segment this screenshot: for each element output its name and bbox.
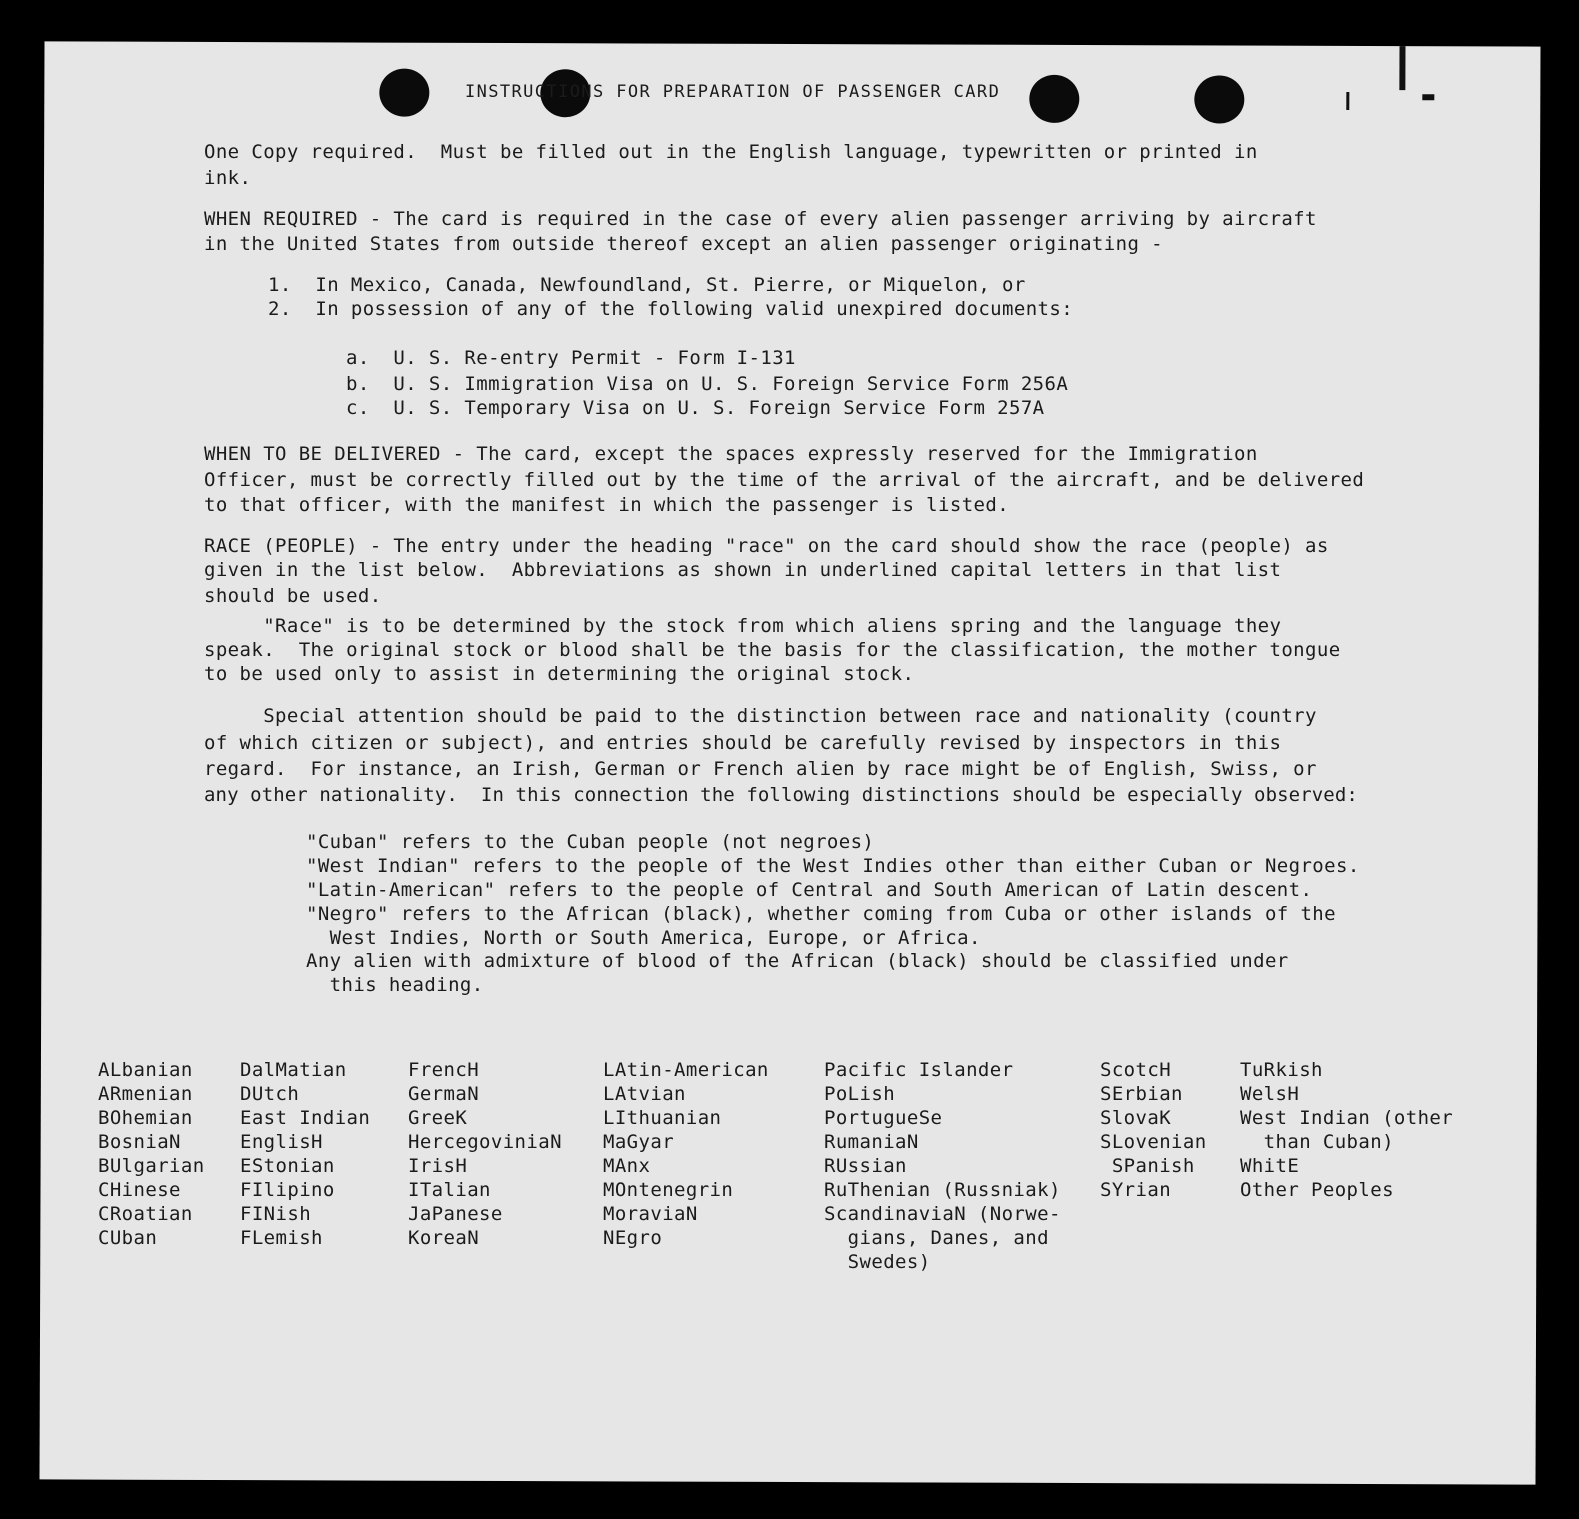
race-entry: DUtch [240, 1083, 300, 1105]
race-entry: BOhemian [98, 1107, 193, 1129]
race-entry: LAtin-American [603, 1059, 769, 1081]
race-entry: GermaN [408, 1083, 480, 1105]
race-entry: MOntenegrin [603, 1179, 734, 1201]
race-entry: FIlipino [240, 1179, 335, 1201]
ink-mark [1422, 94, 1434, 100]
distinction-west-indian: "West Indian" refers to the people of the West Indies other than either Cuban or Negroes. [306, 855, 1360, 877]
race-entry: KoreaN [408, 1227, 480, 1249]
race-entry: EStonian [240, 1155, 335, 1177]
ink-mark [1399, 46, 1405, 90]
intro-line-1: One Copy required. Must be filled out in the English language, typewritten or printed in [204, 141, 1258, 163]
race-entry: ARmenian [98, 1083, 193, 1105]
lettered-item-a: a. U. S. Re-entry Permit - Form I-131 [346, 347, 796, 369]
special-line-3: regard. For instance, an Irish, German or French alien by race might be of English, Swiss, or [204, 758, 1317, 780]
race-list-column-2 [240, 1058, 370, 1250]
when-delivered-line-3: to that officer, with the manifest in which the passenger is listed. [204, 494, 1010, 516]
lettered-item-c: c. U. S. Temporary Visa on U. S. Foreign Service Form 257A [346, 397, 1045, 419]
race-entry: Pacific Islander [824, 1059, 1014, 1081]
ink-mark [1346, 92, 1349, 110]
punch-hole [379, 69, 429, 117]
race-line-2: given in the list below. Abbreviations as shown in underlined capital letters in that list [204, 559, 1282, 581]
race-line-1: RACE (PEOPLE) - The entry under the heading "race" on the card should show the race (people) as [204, 535, 1329, 557]
when-required-line-2: in the United States from outside thereof except an alien passenger originating - [204, 233, 1163, 255]
race-entry: ScotcH [1100, 1059, 1172, 1081]
punch-hole [1194, 75, 1244, 123]
special-line-2: of which citizen or subject), and entries should be carefully revised by inspectors in this [204, 732, 1282, 754]
race-list-column-7 [1240, 1058, 1453, 1202]
race-entry: BosniaN [98, 1131, 181, 1153]
race-entry: JaPanese [408, 1203, 503, 1225]
race-entry: SPanish [1100, 1155, 1195, 1177]
race-list-column-4 [603, 1058, 769, 1250]
special-line-1: Special attention should be paid to the distinction between race and nationality (country [204, 705, 1317, 727]
race-entry: IrisH [408, 1155, 468, 1177]
numbered-item-1: 1. In Mexico, Canada, Newfoundland, St. Pierre, or Miquelon, or [268, 274, 1026, 296]
race-entry: ALbanian [98, 1059, 193, 1081]
race-entry: than Cuban) [1240, 1131, 1394, 1153]
race-entry: MaGyar [603, 1131, 675, 1153]
intro-line-2: ink. [204, 167, 252, 189]
race-entry: ITalian [408, 1179, 491, 1201]
race-entry: SYrian [1100, 1179, 1172, 1201]
special-line-4: any other nationality. In this connection the following distinctions should be especially observed: [204, 784, 1358, 806]
race-def-line-2: speak. The original stock or blood shall be the basis for the classification, the mother tongue [204, 639, 1341, 661]
distinction-negro-1: "Negro" refers to the African (black), whether coming from Cuba or other islands of the [306, 903, 1336, 925]
race-entry: LIthuanian [603, 1107, 722, 1129]
race-entry: gians, Danes, and [824, 1227, 1049, 1249]
race-entry: FLemish [240, 1227, 323, 1249]
race-entry: East Indian [240, 1107, 371, 1129]
race-def-line-1: "Race" is to be determined by the stock from which aliens spring and the language they [204, 615, 1282, 637]
distinction-admixture-2: this heading. [306, 974, 484, 996]
when-delivered-line-1: WHEN TO BE DELIVERED - The card, except the spaces expressly reserved for the Immigration [204, 443, 1258, 465]
race-list-column-1 [98, 1058, 205, 1250]
distinction-admixture-1: Any alien with admixture of blood of the African (black) should be classified under [306, 950, 1289, 972]
distinction-negro-2: West Indies, North or South America, Europe, or Africa. [306, 927, 981, 949]
race-entry: SlovaK [1100, 1107, 1172, 1129]
race-entry: TuRkish [1240, 1059, 1323, 1081]
race-entry: SLovenian [1100, 1131, 1207, 1153]
race-entry: WhitE [1240, 1155, 1300, 1177]
race-entry: BUlgarian [98, 1155, 205, 1177]
page-title: INSTRUCTIONS FOR PREPARATION OF PASSENGER CARD [465, 82, 1001, 102]
race-entry: HercegoviniaN [408, 1131, 562, 1153]
race-list-column-3 [408, 1058, 562, 1250]
distinction-cuban: "Cuban" refers to the Cuban people (not negroes) [306, 831, 875, 853]
race-entry: DalMatian [240, 1059, 347, 1081]
race-entry: West Indian (other [1240, 1107, 1454, 1129]
race-entry: GreeK [408, 1107, 468, 1129]
race-entry: CRoatian [98, 1203, 193, 1225]
race-list-column-6 [1100, 1058, 1207, 1202]
race-entry: LAtvian [603, 1083, 686, 1105]
race-entry: RUssian [824, 1155, 907, 1177]
race-entry: PoLish [824, 1083, 896, 1105]
race-entry: FINish [240, 1203, 312, 1225]
race-entry: CHinese [98, 1179, 181, 1201]
race-line-3: should be used. [204, 585, 382, 607]
race-entry: NEgro [603, 1227, 663, 1249]
race-entry: Other Peoples [1240, 1179, 1394, 1201]
race-entry: RuThenian (Russniak) [824, 1179, 1061, 1201]
when-required-line-1: WHEN REQUIRED - The card is required in the case of every alien passenger arriving by aircraft [204, 208, 1317, 230]
race-entry: SErbian [1100, 1083, 1183, 1105]
race-entry: WelsH [1240, 1083, 1300, 1105]
race-entry: Swedes) [824, 1251, 931, 1273]
race-entry: EnglisH [240, 1131, 323, 1153]
race-entry: MAnx [603, 1155, 651, 1177]
when-delivered-line-2: Officer, must be correctly filled out by the time of the arrival of the aircraft, and be delivered [204, 469, 1365, 491]
distinction-latin-american: "Latin-American" refers to the people of Central and South American of Latin descent. [306, 879, 1313, 901]
race-entry: PortugueSe [824, 1107, 943, 1129]
lettered-item-b: b. U. S. Immigration Visa on U. S. Foreign Service Form 256A [346, 373, 1069, 395]
race-entry: MoraviaN [603, 1203, 698, 1225]
race-list-column-5 [824, 1058, 1061, 1274]
punch-hole [1029, 75, 1079, 123]
race-entry: ScandinaviaN (Norwe- [824, 1203, 1061, 1225]
race-entry: CUban [98, 1227, 158, 1249]
race-entry: RumaniaN [824, 1131, 919, 1153]
race-def-line-3: to be used only to assist in determining the original stock. [204, 663, 915, 685]
race-entry: FrencH [408, 1059, 480, 1081]
numbered-item-2: 2. In possession of any of the following valid unexpired documents: [268, 298, 1074, 320]
